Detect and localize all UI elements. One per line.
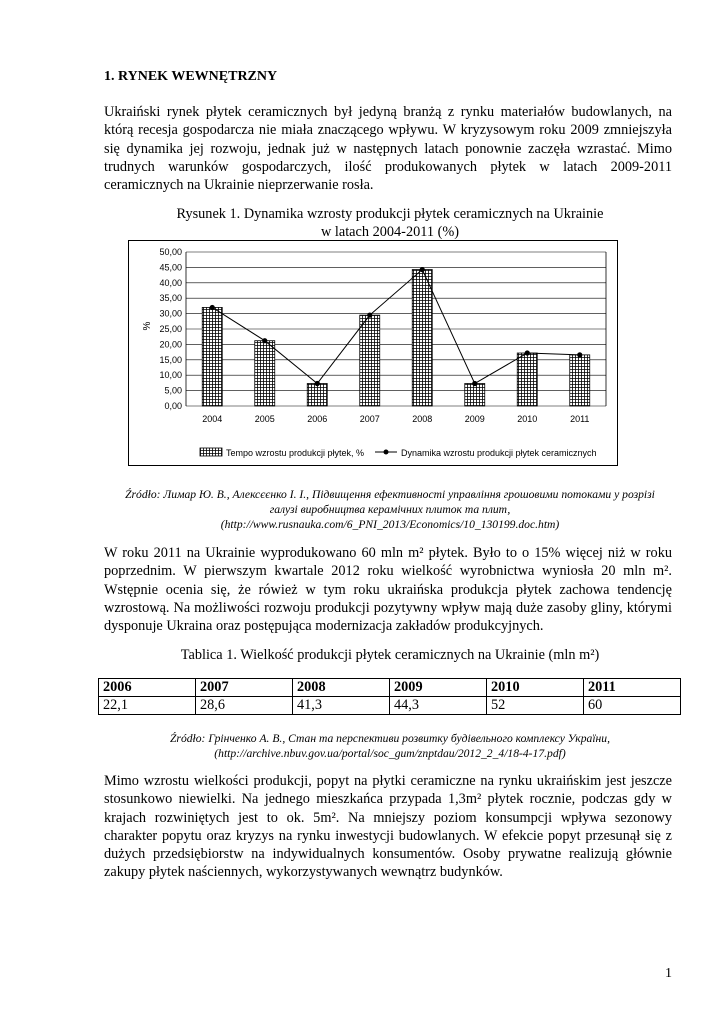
table-cell: 28,6 bbox=[196, 697, 293, 715]
legend-line-marker bbox=[384, 450, 389, 455]
table-cell: 41,3 bbox=[293, 697, 390, 715]
bar-2010 bbox=[517, 353, 537, 406]
x-tick-label: 2011 bbox=[570, 414, 590, 424]
line-point-2007 bbox=[367, 313, 372, 318]
legend-line-label: Dynamika wzrostu produkcji płytek ceramicznych bbox=[401, 448, 597, 458]
table-header-cell: 2006 bbox=[99, 679, 196, 697]
legend-bar-label: Tempo wzrostu produkcji płytek, % bbox=[226, 448, 365, 458]
chart-legend bbox=[200, 448, 597, 458]
table-cell: 60 bbox=[584, 697, 681, 715]
figure-caption-line-2: w latach 2004-2011 (%) bbox=[320, 224, 460, 241]
y-tick-label: 30,00 bbox=[159, 308, 182, 319]
figure-source-line-3: (http://www.rusnauka.com/6_PNI_2013/Economics/10_130199.doc.htm) bbox=[220, 518, 560, 531]
table-cell: 52 bbox=[487, 697, 584, 715]
bar-2008 bbox=[412, 270, 432, 406]
figure-caption bbox=[100, 205, 680, 242]
x-tick-label: 2008 bbox=[412, 414, 433, 424]
table-header-cell: 2009 bbox=[390, 679, 487, 697]
table-header-cell: 2007 bbox=[196, 679, 293, 697]
paragraph-intro: Ukraiński rynek płytek ceramicznych był jedyną branżą z rynku materiałów budowlanych, na którą recesja gospodarcza nie miała znaczącego wpływu. W kryzysowym roku 2009 zmniejszyła się dynamika jej rozwoju, jednak już w następnych latach ponownie zaczęła wzrastać. Mimo trudnych warunków gospodarczych, ilość produkowanych płytek w latach 2009-2011 ceramicznych na Ukrainie nieprzerwanie rosła. bbox=[104, 104, 672, 194]
production-table bbox=[98, 678, 681, 715]
x-tick-label: 2005 bbox=[254, 414, 275, 424]
y-tick-label: 10,00 bbox=[159, 370, 182, 381]
table-header-cell: 2010 bbox=[487, 679, 584, 697]
figure-source-line-1: Źródło: Лимар Ю. В., Алексєєнко І. І., Підвищення ефективності управління грошовими потоками у розрізі bbox=[125, 488, 655, 501]
y-tick-label: 20,00 bbox=[159, 339, 182, 350]
line-point-2005 bbox=[262, 338, 267, 343]
y-tick-label: 40,00 bbox=[159, 277, 182, 288]
table-header-cell: 2011 bbox=[584, 679, 681, 697]
figure-caption-line-1: Rysunek 1. Dynamika wzrosty produkcji płytek ceramicznych na Ukrainie bbox=[176, 206, 604, 222]
y-tick-label: 15,00 bbox=[159, 354, 182, 365]
x-tick-label: 2007 bbox=[359, 414, 380, 424]
line-point-2006 bbox=[315, 381, 320, 386]
line-point-2004 bbox=[210, 305, 215, 310]
figure-source bbox=[95, 487, 685, 532]
paragraph-demand: Mimo wzrostu wielkości produkcji, popyt na płytki ceramiczne na rynku ukraińskim jest jeszcze stosunkowo niewielki. Na jednego mieszkańca przypada 1,3m² płytek rocznie, podczas gdy w krajach rozwiniętych jest to ok. 5m². Na mniejszy poziom konsumpcji wpływa sezonowy charakter popytu oraz kryzys na rynku inwestycji budowlanych. W efekcie popyt przesunął się z dużych przedsiębiorstw na indywidualnych konsumentów. Osoby prywatne realizują głównie zakupy płytek naściennych, wykorzystywanych wewnątrz budynków. bbox=[104, 773, 672, 881]
y-tick-label: 0,00 bbox=[164, 401, 182, 411]
paragraph-production: W roku 2011 na Ukrainie wyprodukowano 60 mln m² płytek. Było to o 15% więcej niż w roku poprzednim. W pierwszym kwartale 2012 roku wielkość wyrobnictwa wyniosła 20 mln m². Wstępnie ocenia się, że rówież w tym roku ukraińska produkcja płytek zachowa tendencję wzrostową. Na możliwości rozwoju produkcji pozytywny wpływ mają duże zasoby gliny, którymi dysponuje Ukraina oraz postępująca modernizacja zakładów produkcyjnych. bbox=[104, 545, 672, 635]
bar-2007 bbox=[360, 315, 380, 406]
figure-source-line-2: галузі виробництва керамічних плиток та плит, bbox=[269, 503, 511, 516]
x-tick-label: 2009 bbox=[464, 414, 485, 424]
line-point-2008 bbox=[420, 267, 425, 272]
y-axis-label: % bbox=[142, 321, 153, 331]
bar-2005 bbox=[255, 341, 275, 406]
bar-2011 bbox=[570, 355, 590, 406]
bar-2004 bbox=[202, 307, 222, 406]
y-tick-label: 25,00 bbox=[159, 324, 182, 334]
y-tick-label: 45,00 bbox=[159, 262, 182, 273]
bar-2009 bbox=[465, 384, 485, 406]
x-tick-label: 2010 bbox=[517, 414, 538, 424]
legend-bar-swatch bbox=[200, 448, 222, 456]
page-number: 1 bbox=[665, 966, 672, 981]
line-point-2011 bbox=[577, 352, 582, 357]
line-point-2009 bbox=[472, 381, 477, 386]
table-source bbox=[95, 731, 685, 761]
table-caption: Tablica 1. Wielkość produkcji płytek ceramicznych na Ukrainie (mln m²) bbox=[180, 647, 600, 663]
production-growth-chart bbox=[128, 240, 618, 466]
bar-2006 bbox=[307, 384, 327, 406]
table-source-line-1: Źródło: Грінченко А. В., Стан та перспективи розвитку будівельного комплексу України, bbox=[169, 732, 610, 745]
x-tick-label: 2004 bbox=[202, 414, 223, 424]
section-heading: 1. RYNEK WEWNĘTRZNY bbox=[104, 69, 278, 84]
line-point-2010 bbox=[525, 350, 530, 355]
table-source-line-2: (http://archive.nbuv.gov.ua/portal/soc_gum/znptdau/2012_2_4/18-4-17.pdf) bbox=[214, 747, 566, 760]
table-header-row bbox=[99, 679, 681, 697]
table-row bbox=[99, 697, 681, 715]
table-cell: 44,3 bbox=[390, 697, 487, 715]
table-header-cell: 2008 bbox=[293, 679, 390, 697]
x-tick-label: 2006 bbox=[307, 414, 328, 424]
table-cell: 22,1 bbox=[99, 697, 196, 715]
y-tick-label: 35,00 bbox=[159, 293, 182, 304]
y-tick-label: 5,00 bbox=[164, 385, 182, 396]
y-tick-label: 50,00 bbox=[159, 247, 182, 257]
